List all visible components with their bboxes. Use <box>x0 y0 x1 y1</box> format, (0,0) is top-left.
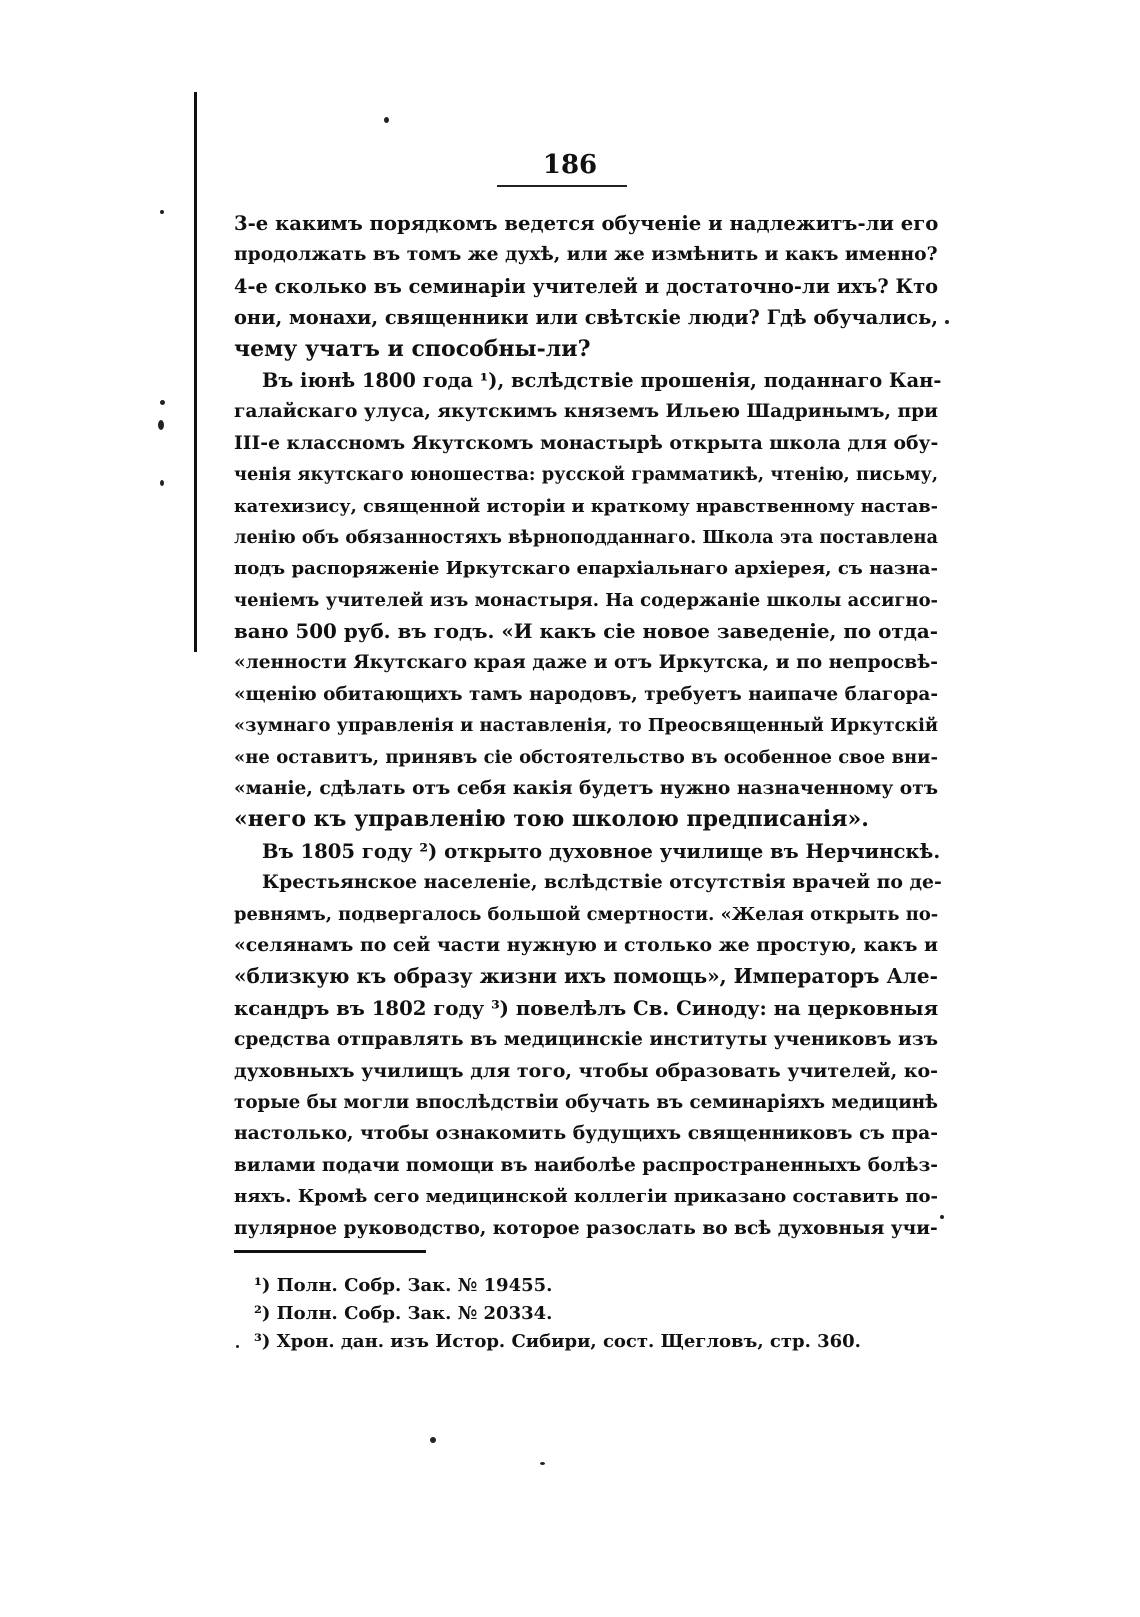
text-line: продолжать въ томъ же духѣ, или же измѣнить и какъ именно? <box>234 243 938 266</box>
page-number: 186 <box>542 150 598 180</box>
footnote: ²) Полн. Собр. Зак. № 20334. <box>254 1303 553 1324</box>
text-line: Крестьянское населеніе, вслѣдствіе отсутствія врачей по де- <box>262 871 942 894</box>
text-line: они, монахи, священники или свѣтскіе люди? Гдѣ обучались, <box>234 306 938 330</box>
scan-speck <box>940 1215 944 1219</box>
text-line: ксандръ въ 1802 году ³) повелѣлъ Св. Синоду: на церковныя <box>234 996 939 1020</box>
scan-speck <box>158 420 164 430</box>
page-number-underline <box>497 185 627 187</box>
margin-rule <box>194 92 197 652</box>
text-line: вилами подачи помощи въ наиболѣе распространенныхъ болѣз- <box>234 1154 938 1176</box>
scan-speck <box>384 117 389 123</box>
text-line: торые бы могли впослѣдствіи обучать въ семинаріяхъ медицинѣ <box>234 1091 938 1113</box>
text-line: Въ іюнѣ 1800 года ¹), вслѣдствіе прошенія, поданнаго Кан- <box>262 368 942 392</box>
text-line: «зумнаго управленія и наставленія, то Преосвященный Иркутскій <box>234 715 938 737</box>
text-line: подъ распоряженіе Иркутскаго епархіальнаго архіерея, съ назна- <box>234 558 938 580</box>
text-line: «щенію обитающихъ тамъ народовъ, требуетъ наипаче благора- <box>234 683 938 705</box>
footnote: ³) Хрон. дан. изъ Истор. Сибири, сост. Щегловъ, стр. 360. <box>254 1331 861 1352</box>
footnote-rule <box>234 1250 426 1253</box>
text-line: «селянамъ по сей части нужную и столько же простую, какъ и <box>234 933 938 956</box>
scan-speck <box>540 1462 545 1465</box>
text-line: III-е классномъ Якутскомъ монастырѣ открыта школа для обу- <box>234 431 939 454</box>
text-line: средства отправлять въ медицинскіе институты учениковъ изъ <box>234 1029 938 1051</box>
text-line: Въ 1805 году ²) открыто духовное училище въ Нерчинскѣ. <box>262 839 941 863</box>
text-line: ченіемъ учителей изъ монастыря. На содержаніе школы ассигно- <box>234 589 938 611</box>
scan-speck <box>430 1437 436 1443</box>
text-line: пулярное руководство, которое разослать во всѣ духовныя учи- <box>234 1217 938 1239</box>
text-line: ревнямъ, подвергалось большой смертности. «Желая открыть по- <box>234 903 939 925</box>
text-line: галайскаго улуса, якутскимъ княземъ Ильею Шадринымъ, при <box>234 400 938 423</box>
footnote: ¹) Полн. Собр. Зак. № 19455. <box>254 1275 553 1296</box>
text-line: ченія якутскаго юношества: русской грамматикѣ, чтенію, письму, <box>234 464 938 486</box>
text-line: чему учатъ и способны-ли? <box>234 335 591 362</box>
text-line: вано 500 руб. въ годъ. «И какъ сіе новое заведеніе, по отда- <box>234 619 938 644</box>
text-line: «ленности Якутскаго края даже и отъ Иркутска, и по непросвѣ- <box>234 652 938 674</box>
footnotes <box>234 1272 884 1356</box>
text-line: «не оставитъ, принявъ сіе обстоятельство въ особенное свое вни- <box>234 746 938 768</box>
scan-speck <box>160 480 164 486</box>
text-line: 3-е какимъ порядкомъ ведется обученіе и надлежитъ-ли его <box>234 212 939 235</box>
text-line: «маніе, сдѣлать отъ себя какія будетъ нужно назначенному отъ <box>234 778 938 800</box>
text-line: 4-е сколько въ семинаріи учителей и достаточно-ли ихъ? Кто <box>234 274 938 298</box>
body-text <box>234 208 942 1244</box>
text-line: няхъ. Кромѣ сего медицинской коллегіи приказано составить по- <box>234 1186 938 1208</box>
text-line: духовныхъ училищъ для того, чтобы образовать учителей, ко- <box>234 1059 938 1082</box>
text-line: «близкую къ образу жизни ихъ помощь», Императоръ Але- <box>234 964 938 989</box>
text-line: настолько, чтобы ознакомить будущихъ священниковъ съ пра- <box>234 1122 938 1145</box>
text-line: катехизису, священной исторіи и краткому нравственному настав- <box>234 495 938 517</box>
scan-speck <box>160 400 165 405</box>
text-line: ленію объ обязанностяхъ вѣрноподданнаго. Школа эта поставлена <box>234 526 938 548</box>
scan-speck <box>945 320 949 324</box>
text-line: «него къ управленію тою школою предписанія». <box>234 806 869 833</box>
scan-speck <box>160 210 164 214</box>
scan-speck <box>236 1345 239 1348</box>
